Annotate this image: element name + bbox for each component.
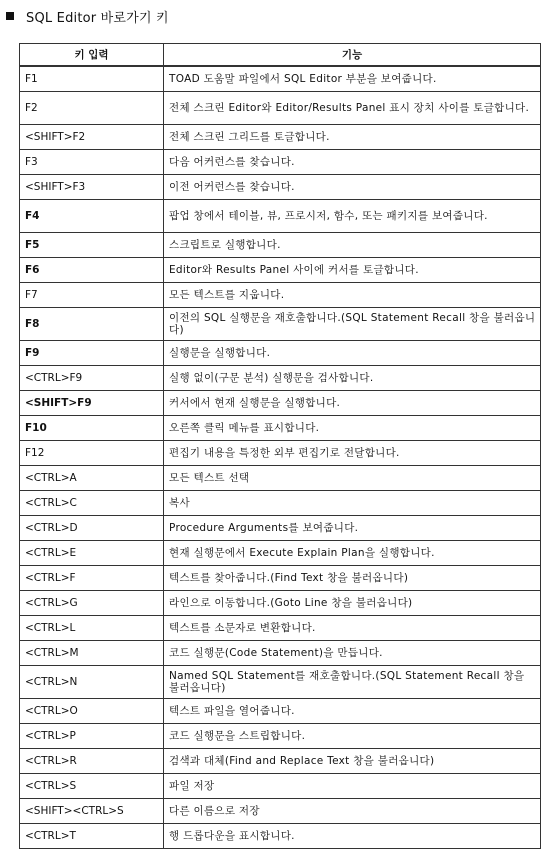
table-row xyxy=(20,699,541,724)
function-cell: Editor와 Results Panel 사이에 커서를 토글합니다. xyxy=(164,258,541,283)
table-row xyxy=(20,724,541,749)
key-cell: <CTRL>R xyxy=(20,749,164,774)
key-cell: <CTRL>O xyxy=(20,699,164,724)
table-row xyxy=(20,283,541,308)
key-cell: <CTRL>F9 xyxy=(20,366,164,391)
table-row xyxy=(20,258,541,283)
key-cell: F8 xyxy=(20,308,164,341)
table-row xyxy=(20,616,541,641)
key-cell: <CTRL>T xyxy=(20,824,164,849)
key-cell: F5 xyxy=(20,233,164,258)
function-cell: 오른쪽 클릭 메뉴를 표시합니다. xyxy=(164,416,541,441)
key-cell: <CTRL>G xyxy=(20,591,164,616)
function-cell: 다음 어커런스를 찾습니다. xyxy=(164,150,541,175)
square-bullet-icon xyxy=(6,12,14,20)
function-cell: 파일 저장 xyxy=(164,774,541,799)
column-header-function: 기능 xyxy=(164,44,541,67)
key-cell: F9 xyxy=(20,341,164,366)
table-row xyxy=(20,824,541,849)
function-cell: 복사 xyxy=(164,491,541,516)
function-cell: 모든 텍스트를 지웁니다. xyxy=(164,283,541,308)
table-row xyxy=(20,92,541,125)
function-cell: 팝업 창에서 테이블, 뷰, 프로시저, 함수, 또는 패키지를 보여줍니다. xyxy=(164,200,541,233)
function-cell: 모든 텍스트 선택 xyxy=(164,466,541,491)
table-row xyxy=(20,150,541,175)
function-cell: 전체 스크린 그리드를 토글합니다. xyxy=(164,125,541,150)
function-cell: 이전의 SQL 실행문을 재호출합니다.(SQL Statement Recall 창을 불러옵니다) xyxy=(164,308,541,341)
table-row xyxy=(20,666,541,699)
table-row xyxy=(20,66,541,92)
key-cell: F1 xyxy=(20,66,164,92)
function-cell: Procedure Arguments를 보여줍니다. xyxy=(164,516,541,541)
section-heading xyxy=(6,6,169,26)
shortcut-table xyxy=(19,43,541,849)
key-cell: F10 xyxy=(20,416,164,441)
table-row xyxy=(20,466,541,491)
table-row xyxy=(20,233,541,258)
function-cell: 전체 스크린 Editor와 Editor/Results Panel 표시 장치 사이를 토글합니다. xyxy=(164,92,541,125)
function-cell: Named SQL Statement를 재호출합니다.(SQL Statement Recall 창을 불러옵니다) xyxy=(164,666,541,699)
function-cell: 스크립트로 실행합니다. xyxy=(164,233,541,258)
key-cell: F6 xyxy=(20,258,164,283)
function-cell: 다른 이름으로 저장 xyxy=(164,799,541,824)
table-row xyxy=(20,541,541,566)
table-row xyxy=(20,516,541,541)
table-row xyxy=(20,441,541,466)
table-row xyxy=(20,491,541,516)
key-cell: F3 xyxy=(20,150,164,175)
function-cell: 실행 없이(구문 분석) 실행문을 검사합니다. xyxy=(164,366,541,391)
key-cell: <SHIFT><CTRL>S xyxy=(20,799,164,824)
function-cell: 텍스트를 소문자로 변환합니다. xyxy=(164,616,541,641)
key-cell: F4 xyxy=(20,200,164,233)
function-cell: 편집기 내용을 특정한 외부 편집기로 전달합니다. xyxy=(164,441,541,466)
key-cell: <CTRL>C xyxy=(20,491,164,516)
table-row xyxy=(20,641,541,666)
function-cell: 행 드롭다운을 표시합니다. xyxy=(164,824,541,849)
table-row xyxy=(20,200,541,233)
table-row xyxy=(20,566,541,591)
table-row xyxy=(20,175,541,200)
table-row xyxy=(20,799,541,824)
function-cell: 코드 실행문(Code Statement)을 만듭니다. xyxy=(164,641,541,666)
function-cell: 커서에서 현재 실행문을 실행합니다. xyxy=(164,391,541,416)
key-cell: <CTRL>D xyxy=(20,516,164,541)
table-header-row xyxy=(20,44,541,67)
function-cell: 실행문을 실행합니다. xyxy=(164,341,541,366)
table-row xyxy=(20,366,541,391)
key-cell: <CTRL>P xyxy=(20,724,164,749)
function-cell: 이전 어커런스를 찾습니다. xyxy=(164,175,541,200)
table-row xyxy=(20,125,541,150)
function-cell: 텍스트를 찾아줍니다.(Find Text 창을 불러옵니다) xyxy=(164,566,541,591)
table-row xyxy=(20,308,541,341)
table-row xyxy=(20,416,541,441)
column-header-key: 키 입력 xyxy=(20,44,164,67)
key-cell: <CTRL>F xyxy=(20,566,164,591)
section-heading-text: SQL Editor 바로가기 키 xyxy=(26,10,169,26)
table-row xyxy=(20,341,541,366)
function-cell: 코드 실행문을 스트립합니다. xyxy=(164,724,541,749)
key-cell: <CTRL>M xyxy=(20,641,164,666)
table-row xyxy=(20,749,541,774)
function-cell: 검색과 대체(Find and Replace Text 창을 불러옵니다) xyxy=(164,749,541,774)
key-cell: <SHIFT>F9 xyxy=(20,391,164,416)
function-cell: TOAD 도움말 파일에서 SQL Editor 부분을 보여줍니다. xyxy=(164,66,541,92)
key-cell: <CTRL>A xyxy=(20,466,164,491)
key-cell: F12 xyxy=(20,441,164,466)
key-cell: <CTRL>N xyxy=(20,666,164,699)
key-cell: <SHIFT>F2 xyxy=(20,125,164,150)
key-cell: F7 xyxy=(20,283,164,308)
table-row xyxy=(20,591,541,616)
function-cell: 현재 실행문에서 Execute Explain Plan을 실행합니다. xyxy=(164,541,541,566)
table-row xyxy=(20,391,541,416)
key-cell: <CTRL>L xyxy=(20,616,164,641)
key-cell: <CTRL>E xyxy=(20,541,164,566)
key-cell: F2 xyxy=(20,92,164,125)
function-cell: 텍스트 파일을 열어줍니다. xyxy=(164,699,541,724)
function-cell: 라인으로 이동합니다.(Goto Line 창을 불러옵니다) xyxy=(164,591,541,616)
key-cell: <SHIFT>F3 xyxy=(20,175,164,200)
table-row xyxy=(20,774,541,799)
key-cell: <CTRL>S xyxy=(20,774,164,799)
